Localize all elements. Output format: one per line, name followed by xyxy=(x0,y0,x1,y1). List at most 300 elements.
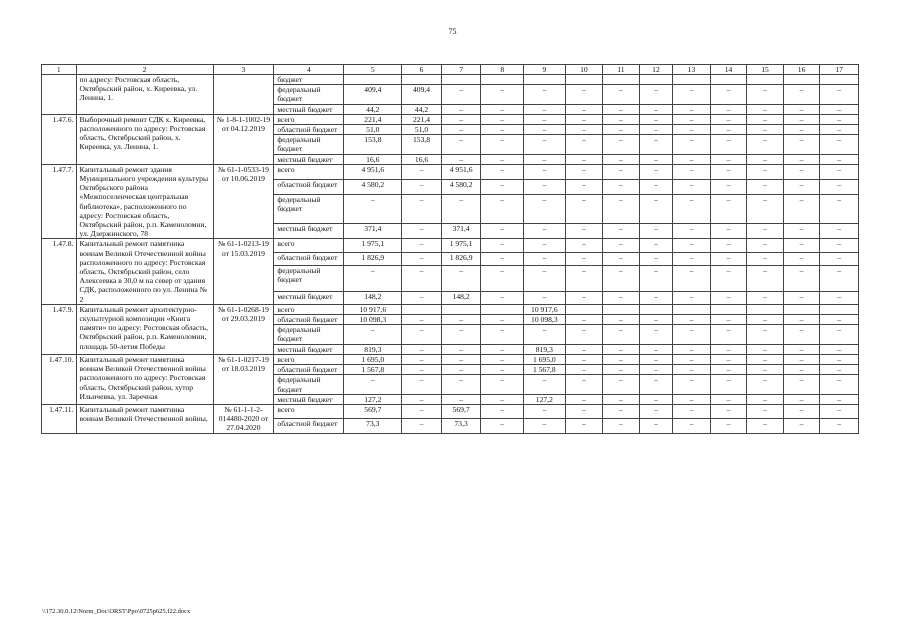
column-header: 12 xyxy=(639,65,672,75)
value-cell xyxy=(783,304,820,314)
value-cell xyxy=(710,304,747,314)
value-cell: – xyxy=(639,315,672,325)
value-cell: – xyxy=(710,125,747,135)
value-cell: – xyxy=(441,266,481,291)
value-cell: – xyxy=(565,85,603,104)
value-cell: – xyxy=(673,104,711,114)
value-cell: – xyxy=(441,85,481,104)
value-cell: – xyxy=(481,404,524,418)
value-cell: – xyxy=(710,375,747,394)
value-cell: – xyxy=(710,365,747,375)
value-cell: – xyxy=(820,104,859,114)
funding-source-cell: местный бюджет xyxy=(274,344,344,354)
funding-source-cell: областной бюджет xyxy=(274,419,344,433)
value-cell: – xyxy=(639,180,672,195)
value-cell: – xyxy=(524,195,566,224)
value-cell: 4 951,6 xyxy=(344,164,402,179)
value-cell: – xyxy=(783,164,820,179)
value-cell: – xyxy=(639,154,672,164)
value-cell: – xyxy=(783,354,820,364)
value-cell: – xyxy=(820,135,859,154)
value-cell: – xyxy=(344,266,402,291)
table-body xyxy=(42,75,859,434)
value-cell: – xyxy=(603,315,640,325)
value-cell: – xyxy=(441,104,481,114)
value-cell xyxy=(639,304,672,314)
value-cell: – xyxy=(603,291,640,304)
value-cell: – xyxy=(402,224,442,239)
value-cell: – xyxy=(481,114,524,124)
value-cell: 127,2 xyxy=(524,394,566,404)
value-cell: – xyxy=(639,394,672,404)
value-cell: – xyxy=(402,354,442,364)
funding-source-cell: бюджет xyxy=(274,75,344,85)
value-cell: 73,3 xyxy=(344,419,402,433)
value-cell: – xyxy=(402,195,442,224)
item-document-cell xyxy=(213,75,274,115)
value-cell: – xyxy=(441,125,481,135)
value-cell: – xyxy=(565,394,603,404)
value-cell: – xyxy=(747,344,784,354)
value-cell: – xyxy=(783,125,820,135)
value-cell: – xyxy=(673,180,711,195)
value-cell: – xyxy=(441,195,481,224)
value-cell: 1 695,0 xyxy=(344,354,402,364)
item-document-cell: № 61-1-0268-19 от 29.03.2019 xyxy=(213,304,274,354)
value-cell: – xyxy=(783,266,820,291)
value-cell: – xyxy=(639,195,672,224)
value-cell: – xyxy=(673,266,711,291)
item-name-cell: Капитальный ремонт памятника воинам Великой Отечественной войны, xyxy=(76,404,213,433)
value-cell: – xyxy=(603,154,640,164)
value-cell: – xyxy=(603,266,640,291)
value-cell: 569,7 xyxy=(441,404,481,418)
value-cell: – xyxy=(481,354,524,364)
value-cell: 1 826,9 xyxy=(441,252,481,265)
value-cell: – xyxy=(639,365,672,375)
value-cell: – xyxy=(481,224,524,239)
funding-source-cell: местный бюджет xyxy=(274,224,344,239)
value-cell: – xyxy=(639,354,672,364)
value-cell: – xyxy=(402,164,442,179)
value-cell: – xyxy=(565,266,603,291)
value-cell: – xyxy=(673,419,711,433)
table-row xyxy=(42,304,859,314)
value-cell: 1 975,1 xyxy=(441,239,481,252)
value-cell: – xyxy=(820,394,859,404)
value-cell: – xyxy=(710,180,747,195)
value-cell: 127,2 xyxy=(344,394,402,404)
value-cell: – xyxy=(603,404,640,418)
value-cell: – xyxy=(783,114,820,124)
value-cell: – xyxy=(783,154,820,164)
value-cell: – xyxy=(783,195,820,224)
value-cell: – xyxy=(639,325,672,344)
funding-source-cell: федеральный бюджет xyxy=(274,85,344,104)
value-cell: 819,3 xyxy=(344,344,402,354)
value-cell: – xyxy=(710,344,747,354)
column-header: 14 xyxy=(710,65,747,75)
value-cell: – xyxy=(710,135,747,154)
value-cell: – xyxy=(673,154,711,164)
value-cell: – xyxy=(747,164,784,179)
value-cell: 153,8 xyxy=(344,135,402,154)
value-cell: – xyxy=(603,394,640,404)
value-cell: 51,0 xyxy=(344,125,402,135)
value-cell: – xyxy=(747,104,784,114)
value-cell: – xyxy=(603,180,640,195)
value-cell: – xyxy=(481,344,524,354)
value-cell: – xyxy=(673,365,711,375)
value-cell: 1 826,9 xyxy=(344,252,402,265)
value-cell: – xyxy=(747,315,784,325)
value-cell: – xyxy=(783,224,820,239)
value-cell: – xyxy=(441,325,481,344)
value-cell: – xyxy=(441,114,481,124)
value-cell: – xyxy=(639,291,672,304)
value-cell: – xyxy=(344,195,402,224)
value-cell xyxy=(441,75,481,85)
value-cell xyxy=(747,75,784,85)
value-cell: – xyxy=(710,394,747,404)
value-cell: 1 567,8 xyxy=(524,365,566,375)
value-cell: 10 917,6 xyxy=(524,304,566,314)
value-cell: – xyxy=(481,180,524,195)
value-cell: – xyxy=(710,104,747,114)
value-cell: 153,8 xyxy=(402,135,442,154)
value-cell xyxy=(565,304,603,314)
value-cell: – xyxy=(603,239,640,252)
value-cell: – xyxy=(820,325,859,344)
value-cell: – xyxy=(747,195,784,224)
funding-source-cell: местный бюджет xyxy=(274,394,344,404)
value-cell: – xyxy=(402,394,442,404)
value-cell: – xyxy=(524,104,566,114)
value-cell xyxy=(603,75,640,85)
column-header: 4 xyxy=(274,65,344,75)
value-cell: – xyxy=(441,375,481,394)
value-cell: – xyxy=(565,365,603,375)
funding-source-cell: всего xyxy=(274,304,344,314)
value-cell: – xyxy=(565,354,603,364)
value-cell: – xyxy=(402,252,442,265)
value-cell: 1 695,0 xyxy=(524,354,566,364)
value-cell xyxy=(673,75,711,85)
value-cell: – xyxy=(710,239,747,252)
value-cell: – xyxy=(820,125,859,135)
funding-source-cell: всего xyxy=(274,404,344,418)
value-cell: – xyxy=(783,394,820,404)
value-cell: – xyxy=(441,394,481,404)
item-name-cell: Капитальный ремонт здания Муниципального учреждения культуры Октябрьского района «Межпоселенческая центральная библиотека», расположенного по адресу: Ростовская область, Октябрьский район, р.п. Каменоломни, ул. Дзержинского, 78 xyxy=(76,164,213,239)
value-cell: – xyxy=(481,419,524,433)
value-cell: – xyxy=(603,135,640,154)
value-cell: – xyxy=(565,164,603,179)
value-cell: – xyxy=(639,239,672,252)
item-document-cell: № 61-1-0533-19 от 10.06.2019 xyxy=(213,164,274,239)
value-cell: – xyxy=(441,344,481,354)
value-cell: – xyxy=(710,114,747,124)
value-cell xyxy=(524,75,566,85)
value-cell: – xyxy=(710,419,747,433)
value-cell: – xyxy=(747,291,784,304)
value-cell: – xyxy=(402,315,442,325)
value-cell: – xyxy=(673,291,711,304)
value-cell xyxy=(603,304,640,314)
table-row xyxy=(42,354,859,364)
value-cell: – xyxy=(565,404,603,418)
column-header: 1 xyxy=(42,65,77,75)
column-header: 3 xyxy=(213,65,274,75)
value-cell: – xyxy=(673,125,711,135)
value-cell: – xyxy=(639,104,672,114)
value-cell xyxy=(565,75,603,85)
value-cell: – xyxy=(524,252,566,265)
value-cell: – xyxy=(524,85,566,104)
value-cell: – xyxy=(565,239,603,252)
value-cell: – xyxy=(565,315,603,325)
value-cell: – xyxy=(565,291,603,304)
value-cell xyxy=(673,304,711,314)
value-cell: 44,2 xyxy=(402,104,442,114)
value-cell: – xyxy=(524,266,566,291)
value-cell: – xyxy=(603,419,640,433)
value-cell: – xyxy=(402,419,442,433)
value-cell: – xyxy=(524,125,566,135)
value-cell: – xyxy=(441,154,481,164)
value-cell: 73,3 xyxy=(441,419,481,433)
value-cell: – xyxy=(710,404,747,418)
value-cell: – xyxy=(481,104,524,114)
value-cell: – xyxy=(783,344,820,354)
value-cell: – xyxy=(565,154,603,164)
funding-source-cell: федеральный бюджет xyxy=(274,325,344,344)
column-header: 5 xyxy=(344,65,402,75)
value-cell: – xyxy=(783,315,820,325)
value-cell: – xyxy=(820,239,859,252)
value-cell: – xyxy=(673,354,711,364)
column-header: 9 xyxy=(524,65,566,75)
value-cell: 10 098,3 xyxy=(524,315,566,325)
value-cell: – xyxy=(820,344,859,354)
table-header-row xyxy=(42,65,859,75)
value-cell: – xyxy=(524,291,566,304)
value-cell: – xyxy=(603,325,640,344)
value-cell: 4 951,6 xyxy=(441,164,481,179)
funding-source-cell: всего xyxy=(274,164,344,179)
funding-source-cell: федеральный бюджет xyxy=(274,266,344,291)
funding-source-cell: местный бюджет xyxy=(274,154,344,164)
value-cell: – xyxy=(481,375,524,394)
value-cell: – xyxy=(673,224,711,239)
value-cell: – xyxy=(710,224,747,239)
value-cell xyxy=(441,304,481,314)
value-cell: – xyxy=(673,252,711,265)
value-cell: 10 098,3 xyxy=(344,315,402,325)
value-cell: – xyxy=(639,224,672,239)
funding-source-cell: областной бюджет xyxy=(274,180,344,195)
value-cell: – xyxy=(783,419,820,433)
value-cell: 16,6 xyxy=(402,154,442,164)
value-cell: – xyxy=(710,85,747,104)
value-cell: 371,4 xyxy=(441,224,481,239)
value-cell: – xyxy=(481,291,524,304)
table-row xyxy=(42,404,859,418)
funding-source-cell: областной бюджет xyxy=(274,125,344,135)
value-cell: – xyxy=(603,365,640,375)
funding-source-cell: всего xyxy=(274,114,344,124)
value-cell: – xyxy=(747,180,784,195)
value-cell: – xyxy=(524,375,566,394)
value-cell: – xyxy=(820,315,859,325)
value-cell: – xyxy=(783,252,820,265)
value-cell: – xyxy=(820,114,859,124)
value-cell: – xyxy=(639,125,672,135)
value-cell: 1 567,8 xyxy=(344,365,402,375)
budget-table xyxy=(41,64,859,434)
value-cell: – xyxy=(710,325,747,344)
value-cell: – xyxy=(747,419,784,433)
value-cell: – xyxy=(524,135,566,154)
item-document-cell: № 61-1-0213-19 от 15.03.2019 xyxy=(213,239,274,304)
value-cell: – xyxy=(673,344,711,354)
column-header: 2 xyxy=(76,65,213,75)
value-cell: – xyxy=(524,114,566,124)
value-cell: – xyxy=(783,135,820,154)
value-cell: 148,2 xyxy=(344,291,402,304)
value-cell: 819,3 xyxy=(524,344,566,354)
value-cell: – xyxy=(565,224,603,239)
value-cell: – xyxy=(344,375,402,394)
value-cell: – xyxy=(565,125,603,135)
table-row xyxy=(42,114,859,124)
value-cell: – xyxy=(710,252,747,265)
value-cell: – xyxy=(673,85,711,104)
value-cell: – xyxy=(603,252,640,265)
value-cell: – xyxy=(747,114,784,124)
value-cell: – xyxy=(524,404,566,418)
value-cell: – xyxy=(639,252,672,265)
value-cell: – xyxy=(441,354,481,364)
column-header: 13 xyxy=(673,65,711,75)
item-name-cell: Выборочный ремонт СДК х. Киреевка, расположенного по адресу: Ростовская область, Октябрьский район, х. Киреевка, ул. Ленина, 1. xyxy=(76,114,213,164)
value-cell: – xyxy=(481,365,524,375)
value-cell: – xyxy=(747,365,784,375)
value-cell xyxy=(344,75,402,85)
value-cell: – xyxy=(747,85,784,104)
value-cell: – xyxy=(820,404,859,418)
value-cell: – xyxy=(747,266,784,291)
value-cell: – xyxy=(747,154,784,164)
value-cell: – xyxy=(710,195,747,224)
value-cell: – xyxy=(673,315,711,325)
value-cell: – xyxy=(402,404,442,418)
value-cell: – xyxy=(524,325,566,344)
column-header: 10 xyxy=(565,65,603,75)
item-document-cell: № 61-1-1-2-014480-2020 от 27.04.2020 xyxy=(213,404,274,433)
value-cell: – xyxy=(783,180,820,195)
column-header: 11 xyxy=(603,65,640,75)
funding-source-cell: местный бюджет xyxy=(274,291,344,304)
value-cell: – xyxy=(524,154,566,164)
value-cell: – xyxy=(673,394,711,404)
item-name-cell: по адресу: Ростовская область, Октябрьский район, х. Киреевка, ул. Ленина, 1. xyxy=(76,75,213,115)
value-cell: – xyxy=(639,164,672,179)
value-cell: – xyxy=(603,104,640,114)
value-cell: – xyxy=(710,164,747,179)
funding-source-cell: областной бюджет xyxy=(274,252,344,265)
funding-source-cell: всего xyxy=(274,354,344,364)
value-cell: – xyxy=(524,419,566,433)
item-name-cell: Капитальный ремонт архитектурно-скульптурной композиции «Книга памяти» по адресу: Ростовская область, Октябрьский район, р.п. Каменоломни, площадь 50-летия Победы xyxy=(76,304,213,354)
value-cell: – xyxy=(603,344,640,354)
value-cell: – xyxy=(783,365,820,375)
value-cell: – xyxy=(481,125,524,135)
value-cell: – xyxy=(747,404,784,418)
value-cell: – xyxy=(481,164,524,179)
value-cell: – xyxy=(524,180,566,195)
value-cell: – xyxy=(747,135,784,154)
value-cell: – xyxy=(639,114,672,124)
value-cell: 10 917,6 xyxy=(344,304,402,314)
value-cell: – xyxy=(603,354,640,364)
value-cell: – xyxy=(481,239,524,252)
value-cell: – xyxy=(710,154,747,164)
value-cell: – xyxy=(603,85,640,104)
value-cell: – xyxy=(673,325,711,344)
column-header: 6 xyxy=(402,65,442,75)
value-cell: – xyxy=(673,404,711,418)
value-cell: 409,4 xyxy=(402,85,442,104)
value-cell: 1 975,1 xyxy=(344,239,402,252)
column-header: 16 xyxy=(783,65,820,75)
value-cell: – xyxy=(402,325,442,344)
value-cell: – xyxy=(639,135,672,154)
value-cell: – xyxy=(710,354,747,364)
value-cell: 371,4 xyxy=(344,224,402,239)
value-cell: – xyxy=(402,291,442,304)
table-row xyxy=(42,75,859,85)
item-number-cell: 1.47.10. xyxy=(42,354,77,404)
value-cell: – xyxy=(710,315,747,325)
value-cell: – xyxy=(565,135,603,154)
value-cell: – xyxy=(402,180,442,195)
value-cell: 409,4 xyxy=(344,85,402,104)
value-cell: – xyxy=(710,266,747,291)
value-cell: – xyxy=(603,224,640,239)
column-header: 17 xyxy=(820,65,859,75)
value-cell: – xyxy=(747,325,784,344)
value-cell: – xyxy=(441,365,481,375)
value-cell: – xyxy=(820,224,859,239)
value-cell xyxy=(747,304,784,314)
funding-source-cell: областной бюджет xyxy=(274,315,344,325)
value-cell: – xyxy=(481,135,524,154)
value-cell: – xyxy=(565,180,603,195)
value-cell: – xyxy=(481,394,524,404)
item-number-cell xyxy=(42,75,77,115)
value-cell: – xyxy=(747,224,784,239)
item-number-cell: 1.47.8. xyxy=(42,239,77,304)
value-cell: – xyxy=(820,375,859,394)
value-cell: – xyxy=(783,375,820,394)
value-cell: 221,4 xyxy=(402,114,442,124)
value-cell: – xyxy=(783,239,820,252)
value-cell: – xyxy=(524,164,566,179)
value-cell: – xyxy=(524,239,566,252)
value-cell: – xyxy=(747,354,784,364)
value-cell: – xyxy=(783,291,820,304)
